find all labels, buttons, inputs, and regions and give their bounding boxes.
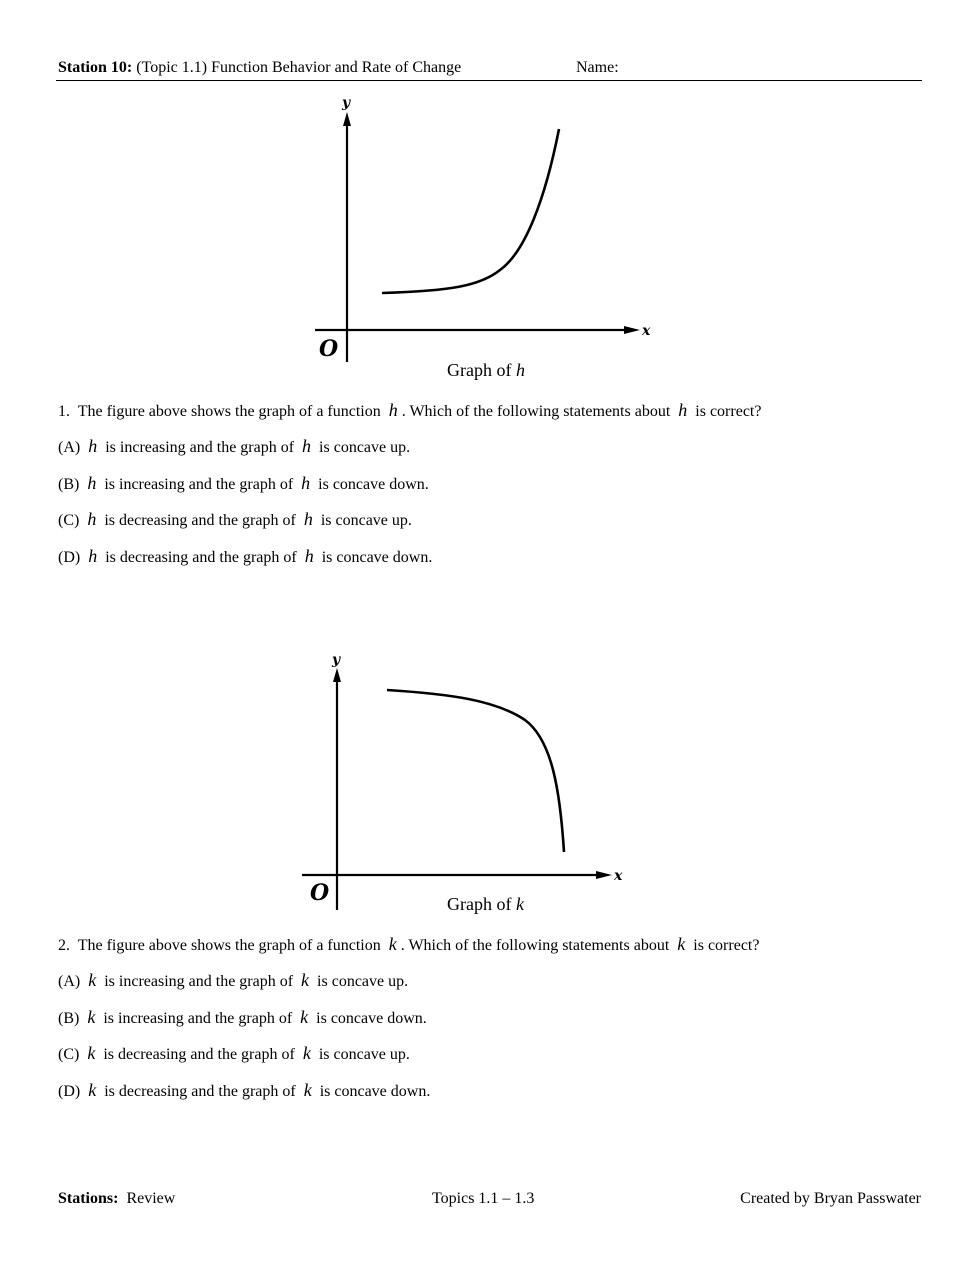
choice-letter: (D) xyxy=(58,549,81,566)
choice-letter: (C) xyxy=(58,512,80,529)
x-axis-label: x xyxy=(642,323,651,339)
choice-text: is concave up. xyxy=(320,512,412,529)
question-1-choice-c[interactable] xyxy=(58,509,412,530)
question-number: 2. xyxy=(58,937,70,954)
page-header xyxy=(56,58,922,81)
choice-text: is concave up. xyxy=(318,1046,410,1063)
question-2-choice-b[interactable] xyxy=(58,1007,427,1028)
x-axis-arrow xyxy=(596,871,612,879)
footer-stations xyxy=(58,1190,175,1208)
choice-var: k xyxy=(87,1007,96,1027)
choice-letter: (A) xyxy=(58,439,81,456)
choice-text: is decreasing and the graph of xyxy=(103,1046,295,1063)
choice-text: is concave down. xyxy=(318,476,429,493)
origin-label: O xyxy=(310,880,330,906)
choice-var: k xyxy=(300,1007,309,1027)
y-axis-label: y xyxy=(332,652,341,668)
choice-text: is concave down. xyxy=(319,1083,431,1100)
stem-before: The figure above shows the graph of a function xyxy=(77,937,381,954)
graph-k-caption xyxy=(447,894,524,915)
question-1-choice-a[interactable] xyxy=(58,436,410,457)
choice-var: h xyxy=(87,473,97,493)
x-axis-label: x xyxy=(614,868,623,884)
y-axis-label: y xyxy=(342,95,351,111)
choice-text: is decreasing and the graph of xyxy=(104,512,296,529)
choice-var: k xyxy=(88,970,97,990)
choice-text: is concave down. xyxy=(316,1010,427,1027)
choice-text: is increasing and the graph of xyxy=(104,476,294,493)
stem-after: is correct? xyxy=(695,403,762,420)
stem-var: h xyxy=(388,400,398,420)
choice-var: h xyxy=(303,509,313,529)
choice-var: k xyxy=(302,1043,311,1063)
choice-var: h xyxy=(87,509,97,529)
curve-h xyxy=(382,129,559,293)
choice-text: is decreasing and the graph of xyxy=(105,549,297,566)
choice-var: k xyxy=(301,970,310,990)
choice-var: h xyxy=(88,546,98,566)
curve-k xyxy=(387,690,564,852)
footer-stations-label: Stations: xyxy=(58,1190,119,1207)
choice-letter: (B) xyxy=(58,1010,80,1027)
x-axis-arrow xyxy=(624,326,640,334)
caption-var: k xyxy=(515,894,524,914)
stem-after: is correct? xyxy=(693,937,760,954)
choice-text: is decreasing and the graph of xyxy=(104,1083,296,1100)
y-axis-arrow xyxy=(333,668,341,682)
topic-text: (Topic 1.1) Function Behavior and Rate of Change xyxy=(136,59,462,76)
choice-text: is increasing and the graph of xyxy=(105,439,295,456)
choice-text: is concave down. xyxy=(321,549,433,566)
caption-var: h xyxy=(515,360,525,380)
graph-k xyxy=(290,650,650,915)
choice-text: is concave up. xyxy=(319,439,411,456)
station-title xyxy=(58,59,461,77)
question-2-stem xyxy=(58,934,759,955)
station-label: Station 10: xyxy=(58,59,133,76)
footer-stations-value: Review xyxy=(126,1190,176,1207)
question-2-choice-a[interactable] xyxy=(58,970,408,991)
stem-var: k xyxy=(388,934,397,954)
stem-var: h xyxy=(678,400,688,420)
stem-before: The figure above shows the graph of a function xyxy=(77,403,381,420)
choice-letter: (C) xyxy=(58,1046,80,1063)
question-1-stem xyxy=(58,400,761,421)
y-axis-arrow xyxy=(343,112,351,126)
choice-var: h xyxy=(301,473,311,493)
choice-text: is concave up. xyxy=(317,973,409,990)
choice-text: is increasing and the graph of xyxy=(104,973,294,990)
question-number: 1. xyxy=(58,403,70,420)
stem-var: k xyxy=(677,934,686,954)
question-2-choice-c[interactable] xyxy=(58,1043,410,1064)
caption-prefix: Graph of xyxy=(447,360,512,380)
name-label: Name: xyxy=(576,59,619,76)
caption-prefix: Graph of xyxy=(447,894,512,914)
question-1-choice-d[interactable] xyxy=(58,546,432,567)
choice-var: k xyxy=(303,1080,312,1100)
graph-h-caption xyxy=(447,360,525,381)
choice-letter: (B) xyxy=(58,476,80,493)
footer-credit: Created by Bryan Passwater xyxy=(740,1190,921,1207)
question-1-choice-b[interactable] xyxy=(58,473,429,494)
choice-text: is increasing and the graph of xyxy=(103,1010,293,1027)
choice-letter: (D) xyxy=(58,1083,81,1100)
question-2-choice-d[interactable] xyxy=(58,1080,430,1101)
choice-var: h xyxy=(304,546,314,566)
choice-var: h xyxy=(302,436,312,456)
graph-h xyxy=(300,90,680,370)
origin-label: O xyxy=(319,336,339,362)
stem-middle: . Which of the following statements about xyxy=(400,937,670,954)
stem-middle: . Which of the following statements about xyxy=(401,403,671,420)
footer-topics: Topics 1.1 – 1.3 xyxy=(432,1190,535,1207)
choice-var: h xyxy=(88,436,98,456)
choice-var: k xyxy=(88,1080,97,1100)
choice-letter: (A) xyxy=(58,973,81,990)
choice-var: k xyxy=(87,1043,96,1063)
